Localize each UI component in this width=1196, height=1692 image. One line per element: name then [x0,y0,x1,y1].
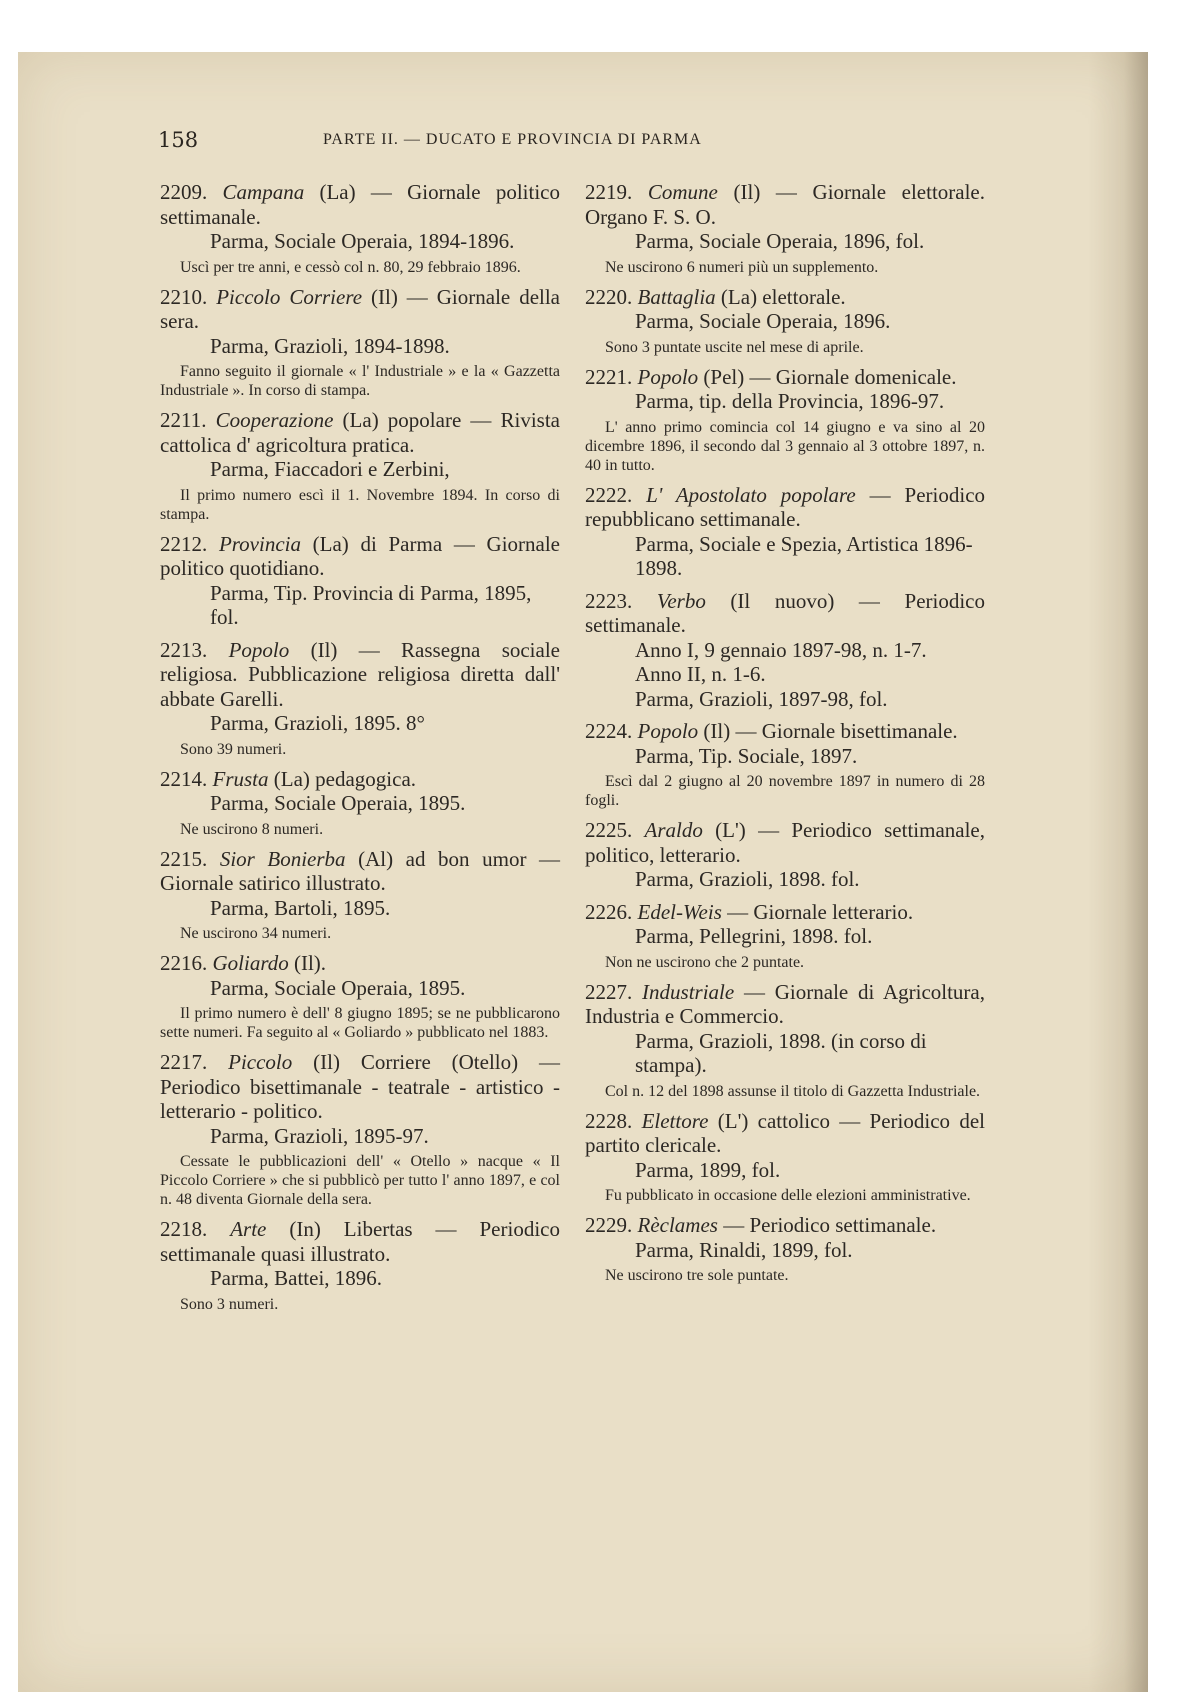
entry-heading [585,900,985,925]
entry-title: Elettore [641,1108,709,1133]
bibliography-entry [160,285,560,401]
bibliography-entry [160,1050,560,1209]
entry-title: Goliardo [212,951,289,975]
bibliography-entry [160,180,560,277]
entry-heading [585,1109,985,1158]
entry-note: Cessate le pubblicazioni dell' « Otello » nacque « Il Piccolo Corriere » che si pubblicò per tutto l' anno 1897, e col n. 48 diventa Giornale della sera. [160,1153,560,1208]
entry-heading [585,818,985,867]
entry-title: Piccolo [228,1050,293,1074]
entry-description: (L') cattolico — Periodico del partito clericale. [585,1108,985,1157]
entry-number: 2220. [585,284,633,309]
bibliography-entry [585,180,985,277]
entry-note: Fanno seguito il giornale « l' Industriale » e la « Gazzetta Industriale ». In corso di stampa. [160,363,560,399]
bibliography-entry [585,365,985,475]
entry-imprint: Parma, Grazioli, 1895. 8° [210,711,425,735]
entry-description: — Giornale letterario. [721,899,914,924]
entry-title: Rèclames [637,1213,718,1237]
entry-title: Campana [222,180,305,204]
entry-note: Sono 3 puntate uscite nel mese di aprile. [605,338,864,356]
entry-note: Fu pubblicato in occasione delle elezioni amministrative. [605,1187,971,1204]
entry-imprint: Parma, tip. della Provincia, 1896-97. [635,389,945,413]
entry-imprint: Parma, Sociale Operaia, 1894-1896. [210,229,515,253]
entry-description: (In) Libertas — Periodico settimanale quasi illustrato. [160,1217,560,1266]
entry-number: 2212. [160,531,208,556]
bibliography-entry [160,638,560,759]
running-head: PARTE II. — DUCATO E PROVINCIA DI PARMA [323,131,702,148]
entry-number: 2221. [585,364,633,389]
entry-heading [160,408,560,457]
entry-description: (L') — Periodico settimanale, politico, letterario. [585,818,985,867]
entry-note: Uscì per tre anni, e cessò col n. 80, 29 febbraio 1896. [180,258,521,276]
bibliography-entry [585,589,985,712]
entry-title: Cooperazione [215,408,334,432]
entry-description: (Il nuovo) — Periodico settimanale. [585,588,986,637]
entry-imprint: Anno I, 9 gennaio 1897-98, n. 1-7. [635,637,927,662]
entry-imprint: Parma, Rinaldi, 1899, fol. [635,1237,853,1262]
entry-note: Ne uscirono 34 numeri. [180,925,332,942]
bibliography-entry [585,980,985,1101]
entry-imprint: Parma, Sociale Operaia, 1896, fol. [635,229,925,253]
entry-title: Sior Bonierba [219,846,346,871]
entry-heading [585,719,985,744]
entry-heading [160,847,560,896]
entry-number: 2217. [160,1050,208,1074]
entry-title: Arte [230,1217,267,1241]
entry-imprint: Parma, Tip. Provincia di Parma, 1895, fol. [210,580,532,629]
entry-note: Il primo numero è dell' 8 giugno 1895; se ne pubblicarono sette numeri. Fa seguito al « Goliardo » pubblicato nel 1883. [160,1005,560,1041]
entry-imprint: Parma, Battei, 1896. [210,1266,383,1290]
entry-title: Frusta [212,766,269,791]
entry-imprint: Parma, Tip. Sociale, 1897. [635,743,858,768]
entry-title: Piccolo Corriere [216,284,363,309]
entry-description: (La) di Parma — Giornale politico quotidiano. [160,531,560,580]
entry-description: — Periodico repubblicano settimanale. [585,482,986,531]
entry-note: L' anno primo comincia col 14 giugno e va sino al 20 dicembre 1896, il secondo dal 3 gennaio al 3 ottobre 1897, n. 40 in tutto. [585,418,985,474]
entry-heading [160,767,560,792]
entry-heading [160,638,560,712]
entry-heading [160,532,560,581]
entry-description: — Periodico settimanale. [717,1213,937,1237]
entry-title: Comune [647,180,718,204]
entry-number: 2222. [585,482,633,507]
entry-note: Il primo numero escì il 1. Novembre 1894. In corso di stampa. [160,486,560,523]
bibliography-entry [585,1109,985,1206]
entry-number: 2209. [160,180,208,204]
bibliography-entry [160,408,560,524]
entry-description: (Il) — Giornale elettorale. Organo F. S. O. [585,180,985,229]
entry-description: (Il). [288,951,327,975]
entry-note: Col n. 12 del 1898 assunse il titolo di Gazzetta Industriale. [605,1082,981,1100]
entry-note: Sono 39 numeri. [180,740,287,758]
entry-heading [160,951,560,976]
entry-description: (Il) Corriere (Otello) — Periodico bisettimanale - teatrale - artistico - letterario - politico. [160,1050,560,1123]
page-fold-shadow [1088,52,1148,1692]
entry-title: Popolo [637,364,699,389]
bibliography-entry [585,1213,985,1285]
entry-note: Ne uscirono 6 numeri più un supplemento. [605,258,879,276]
entry-number: 2224. [585,719,633,743]
entry-title: Popolo [228,637,290,662]
entry-number: 2223. [585,588,633,613]
entry-number: 2215. [160,846,208,871]
entry-number: 2229. [585,1213,633,1237]
bibliography-entry [585,818,985,892]
bibliography-entry [160,1217,560,1314]
entry-description: — Giornale di Agricoltura, Industria e Commercio. [585,979,985,1028]
bibliography-entry [585,719,985,810]
left-column [160,180,560,1322]
entry-title: Battaglia [637,284,716,309]
entry-heading [585,365,985,390]
entry-imprint: Parma, Sociale e Spezia, Artistica 1896-1898. [635,531,973,580]
page-number: 158 [158,128,199,152]
entry-number: 2216. [160,951,208,975]
entry-note: Escì dal 2 giugno al 20 novembre 1897 in numero di 28 fogli. [585,773,985,809]
entry-heading [585,483,985,532]
entry-title: Popolo [637,719,699,743]
entry-number: 2227. [585,979,633,1004]
entry-imprint: Parma, Sociale Operaia, 1895. [210,791,466,815]
entry-description: (La) popolare — Rivista cattolica d' agricoltura pratica. [160,408,561,457]
entry-title: Edel-Weis [637,899,722,924]
entry-title: Araldo [644,818,703,842]
entry-imprint: Parma, Sociale Operaia, 1896. [635,309,891,333]
entry-number: 2210. [160,284,208,309]
entry-number: 2228. [585,1108,633,1133]
entry-title: Verbo [656,588,706,613]
entry-number: 2218. [160,1217,208,1241]
entry-description: (Al) ad bon umor — Giornale satirico illustrato. [160,846,560,895]
bibliography-entry [585,900,985,972]
entry-imprint: Parma, 1899, fol. [635,1157,781,1182]
bibliography-entry [160,767,560,839]
entry-imprint: Parma, Grazioli, 1898. fol. [635,867,860,891]
entry-title: Provincia [218,531,301,556]
entry-imprint: Parma, Grazioli, 1897-98, fol. [635,686,888,711]
entry-number: 2213. [160,637,208,662]
entry-heading [585,180,985,229]
entry-imprint: Parma, Fiaccadori e Zerbini, [210,457,450,481]
bibliography-entry [585,483,985,581]
entry-number: 2219. [585,180,633,204]
entry-imprint: Parma, Grazioli, 1895-97. [210,1123,429,1148]
entry-imprint: Parma, Grazioli, 1894-1898. [210,333,450,358]
entry-description: (La) elettorale. [715,284,846,309]
entry-description: (Il) — Rassegna sociale religiosa. Pubblicazione religiosa diretta dall' abbate Garelli. [160,637,560,711]
bibliography-entry [160,532,560,630]
entry-note: Ne uscirono tre sole puntate. [605,1267,789,1284]
entry-heading [160,1217,560,1266]
entry-number: 2211. [160,408,207,432]
entry-number: 2226. [585,899,633,924]
entry-imprint: Anno II, n. 1-6. [635,662,766,686]
page-header [158,128,1028,158]
entry-heading [585,589,985,638]
entry-description: (Pel) — Giornale domenicale. [698,364,957,389]
entry-description: (Il) — Giornale bisettimanale. [698,719,958,743]
entry-imprint: Parma, Pellegrini, 1898. fol. [635,924,873,948]
bibliography-entry [585,285,985,357]
entry-imprint: Parma, Grazioli, 1898. (in corso di stampa). [635,1028,927,1077]
entry-number: 2225. [585,818,633,842]
entry-title: Industriale [642,979,735,1004]
entry-imprint: Parma, Bartoli, 1895. [210,895,391,920]
entry-note: Non ne uscirono che 2 puntate. [605,953,805,971]
entry-description: (Il) — Giornale della sera. [160,284,561,333]
right-column [585,180,985,1293]
entry-heading [160,180,560,229]
entry-heading [585,980,985,1029]
entry-note: Sono 3 numeri. [180,1295,279,1313]
entry-heading [160,285,560,334]
entry-heading [585,1213,985,1238]
bibliography-entry [160,847,560,944]
entry-imprint: Parma, Sociale Operaia, 1895. [210,975,466,1000]
entry-description: (La) pedagogica. [268,766,417,791]
bibliography-entry [160,951,560,1042]
entry-number: 2214. [160,766,208,791]
entry-description: (La) — Giornale politico settimanale. [160,180,561,229]
entry-heading [160,1050,560,1124]
entry-note: Ne uscirono 8 numeri. [180,820,324,838]
entry-title: L' Apostolato popolare [646,482,856,507]
entry-heading [585,285,985,310]
